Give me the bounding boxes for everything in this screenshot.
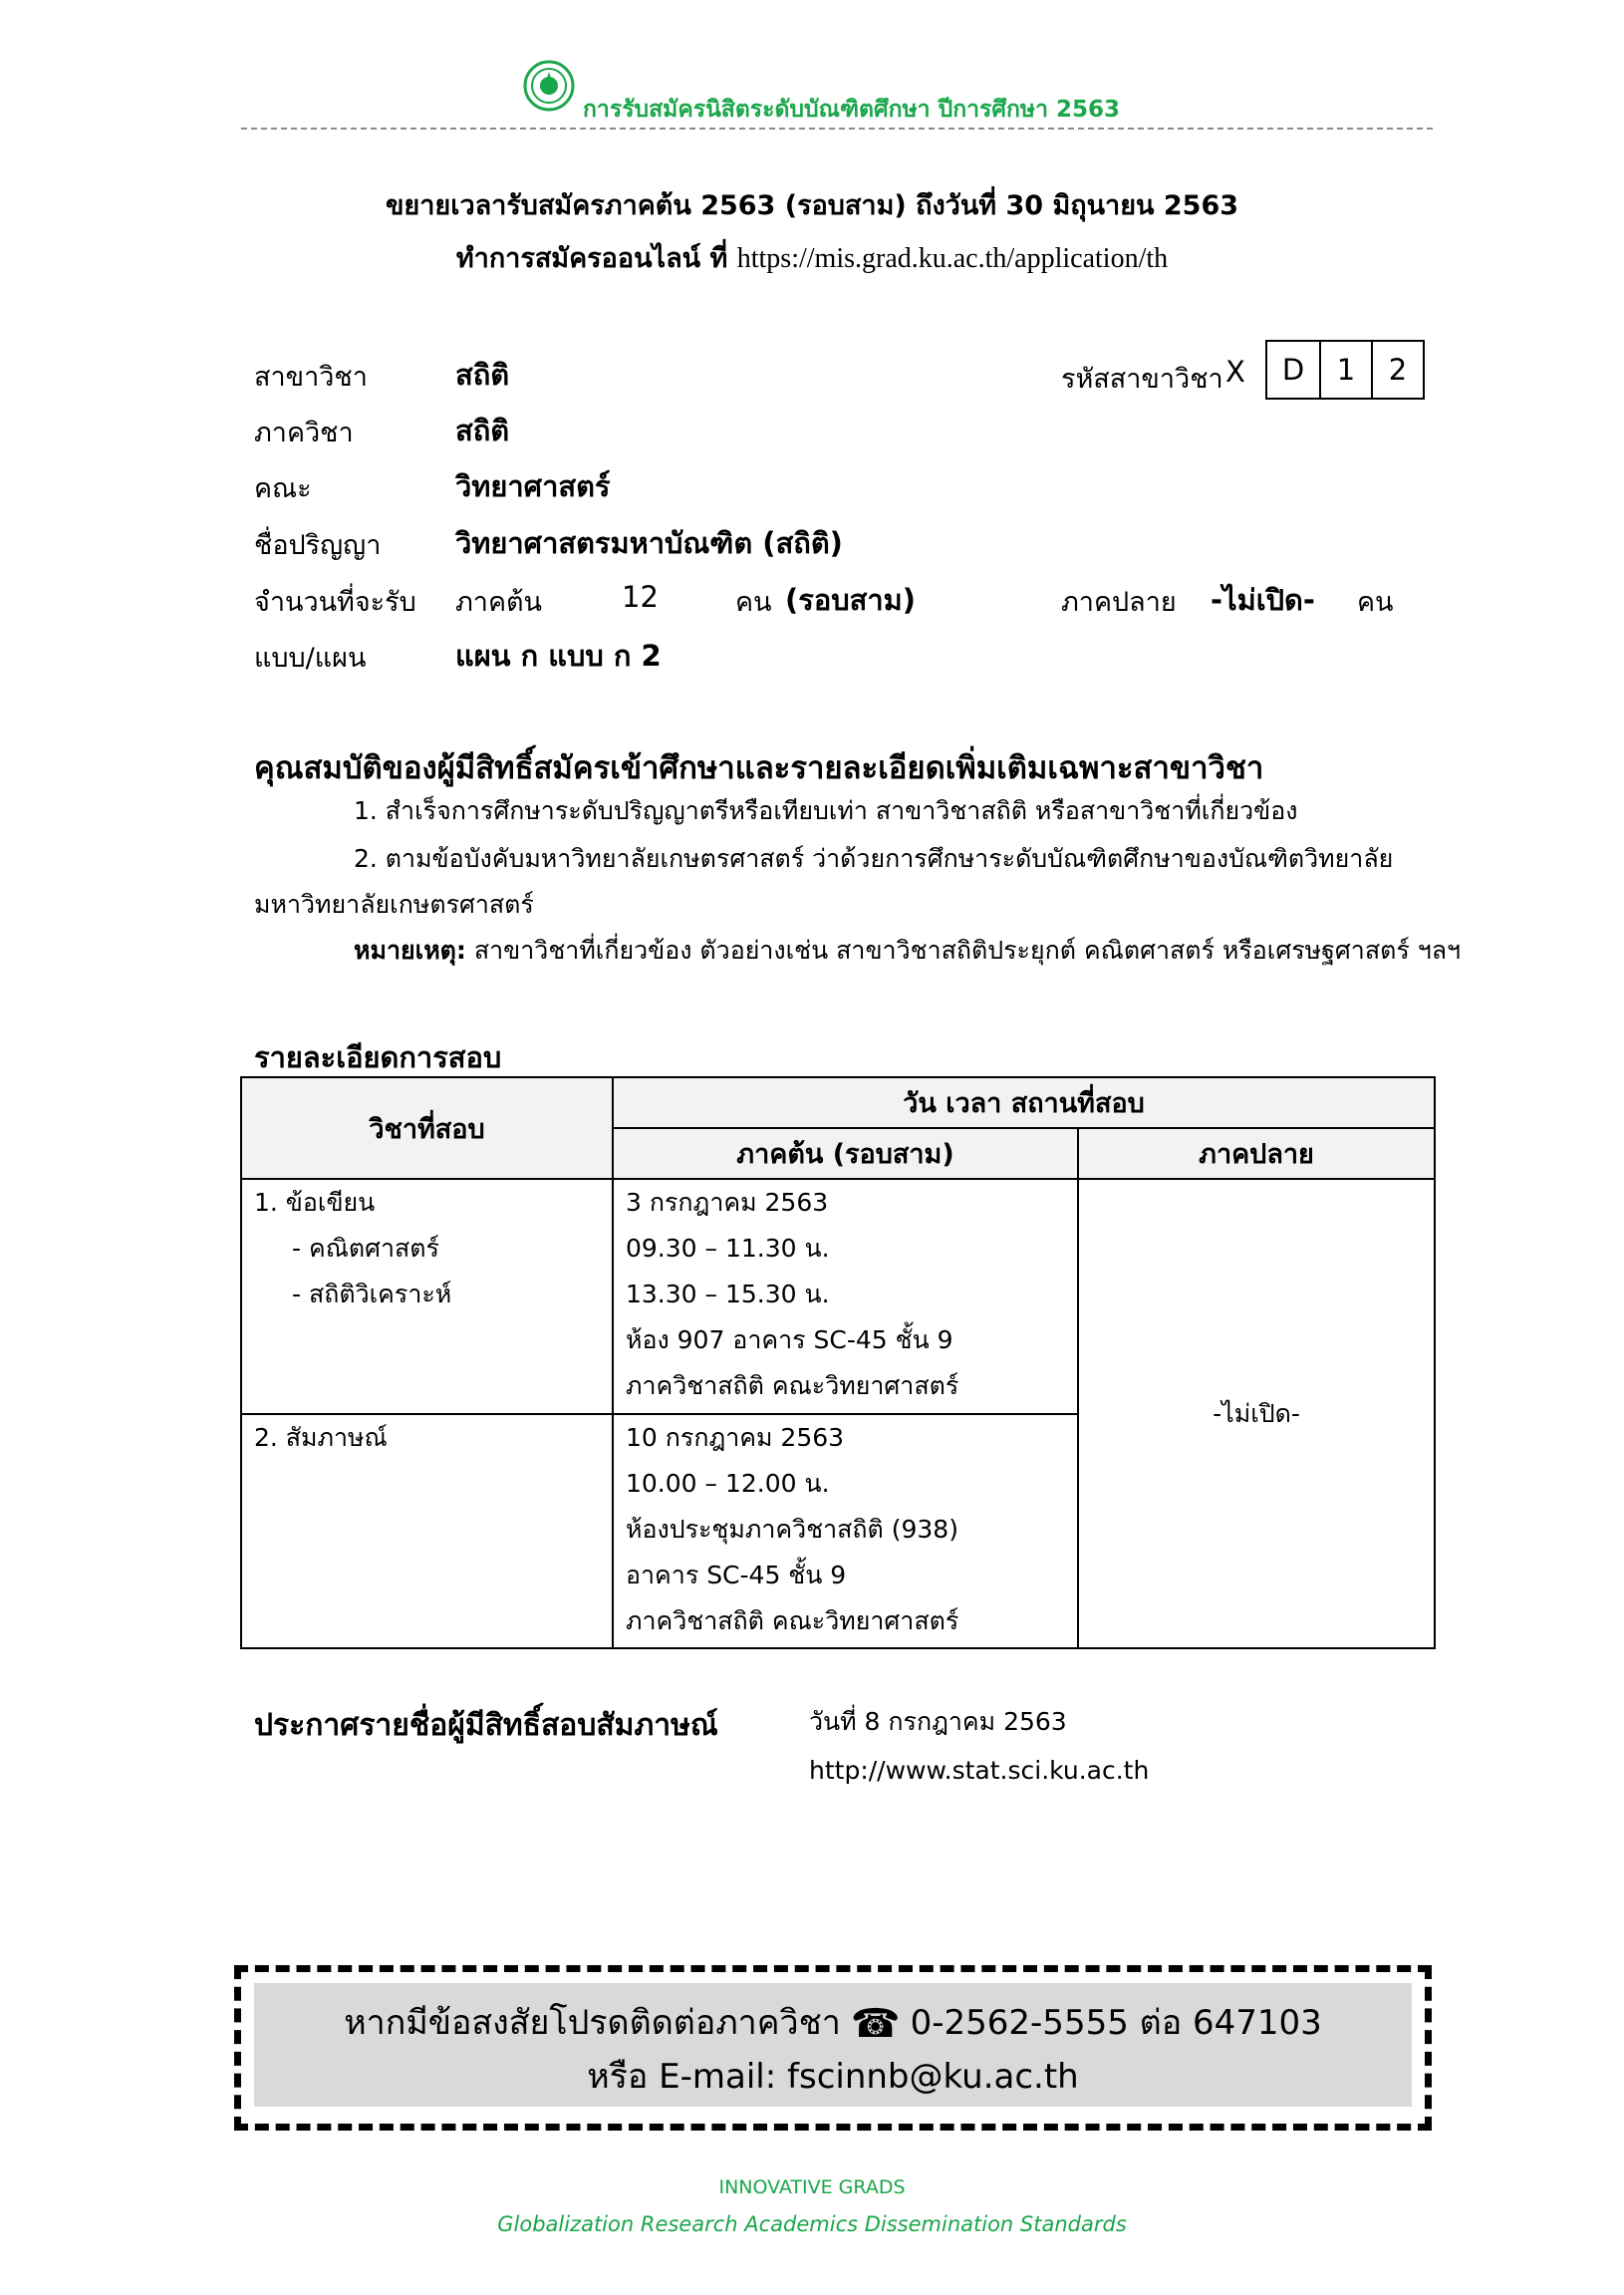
- qualification-note: [354, 931, 1461, 971]
- apply-online-label: ทำการสมัครออนไลน์ ที่: [455, 243, 737, 274]
- plan-value: แผน ก แบบ ก 2: [455, 639, 662, 673]
- exam-table: [240, 1076, 1436, 1649]
- contact-line-1: [254, 1995, 1412, 2049]
- second-semester-unit: คน: [1357, 587, 1394, 618]
- degree-label: ชื่อปริญญา: [254, 530, 382, 561]
- note-text: สาขาวิชาที่เกี่ยวข้อง ตัวอย่างเช่น สาขาวิชาสถิติประยุกต์ คณิตศาสตร์ หรือเศรษฐศาสตร์ ฯลฯ: [465, 936, 1462, 965]
- qualification-item-2: 2. ตามข้อบังคับมหาวิทยาลัยเกษตรศาสตร์ ว่าด้วยการศึกษาระดับบัณฑิตศึกษาของบัณฑิตวิทยาลัย: [354, 844, 1394, 873]
- exam-time: 09.30 – 11.30 น.: [626, 1234, 830, 1263]
- subject-column-header: วิชาที่สอบ: [241, 1077, 613, 1179]
- contact-email: หรือ E-mail: fscinnb@ku.ac.th: [587, 2057, 1079, 2097]
- second-semester-label: ภาคปลาย: [1061, 587, 1177, 618]
- qualification-item-2-continued: มหาวิทยาลัยเกษตรศาสตร์: [254, 890, 534, 919]
- program-code-prefix: X: [1225, 355, 1245, 389]
- exam-room: ห้องประชุมภาควิชาสถิติ (938): [626, 1515, 958, 1544]
- exam-time: 10.00 – 12.00 น.: [626, 1469, 830, 1498]
- plan-label: แบบ/แผน: [254, 643, 367, 674]
- application-url[interactable]: https://mis.grad.ku.ac.th/application/th: [736, 243, 1169, 274]
- program-code-boxes: [1265, 340, 1425, 400]
- university-seal-icon: [523, 60, 575, 112]
- exam-schedule-cell: [613, 1179, 1078, 1414]
- announcement-label: ประกาศรายชื่อผู้มีสิทธิ์สอบสัมภาษณ์: [254, 1708, 718, 1743]
- contact-text: หากมีข้อสงสัยโปรดติดต่อภาควิชา: [344, 2003, 841, 2043]
- program-code-char: 1: [1319, 342, 1371, 398]
- table-row: [241, 1179, 1435, 1414]
- program-code-char: 2: [1371, 342, 1423, 398]
- announcement-date: วันที่ 8 กรกฎาคม 2563: [809, 1707, 1067, 1736]
- header-divider: [241, 128, 1433, 130]
- exam-subject: 2. สัมภาษณ์: [254, 1423, 388, 1452]
- exam-subitem: - สถิติวิเคราะห์: [292, 1280, 452, 1308]
- apply-online-line: [0, 236, 1624, 279]
- exam-subject-cell: [241, 1414, 613, 1648]
- telephone-icon: ☎: [850, 2001, 901, 2047]
- exam-subitem: - คณิตศาสตร์: [292, 1234, 439, 1263]
- exam-details-heading: รายละเอียดการสอบ: [254, 1040, 502, 1074]
- exam-subject-cell: [241, 1179, 613, 1414]
- schedule-column-header: วัน เวลา สถานที่สอบ: [613, 1077, 1435, 1128]
- second-semester-column-header: ภาคปลาย: [1078, 1128, 1435, 1179]
- intake-label: จำนวนที่จะรับ: [254, 587, 416, 618]
- first-semester-unit: คน: [735, 587, 772, 618]
- contact-phone: 0-2562-5555 ต่อ 647103: [910, 2003, 1322, 2043]
- exam-time: 13.30 – 15.30 น.: [626, 1280, 830, 1308]
- second-semester-value: -ไม่เปิด-: [1211, 583, 1315, 617]
- footer-tagline: Globalization Research Academics Dissemination Standards: [497, 2212, 1127, 2236]
- second-semester-cell: -ไม่เปิด-: [1078, 1179, 1435, 1648]
- faculty-value: วิทยาศาสตร์: [455, 469, 611, 503]
- note-label: หมายเหตุ:: [354, 936, 466, 965]
- exam-department: ภาควิชาสถิติ คณะวิทยาศาสตร์: [626, 1371, 959, 1400]
- qualification-item-1: 1. สำเร็จการศึกษาระดับปริญญาตรีหรือเทียบเท่า สาขาวิชาสถิติ หรือสาขาวิชาที่เกี่ยวข้อง: [354, 796, 1298, 825]
- qualifications-heading: คุณสมบัติของผู้มีสิทธิ์สมัครเข้าศึกษาและรายละเอียดเพิ่มเติมเฉพาะสาขาวิชา: [254, 750, 1264, 786]
- announcement-url[interactable]: http://www.stat.sci.ku.ac.th: [809, 1756, 1150, 1785]
- exam-building: อาคาร SC-45 ชั้น 9: [626, 1561, 847, 1589]
- major-label: สาขาวิชา: [254, 362, 368, 393]
- exam-schedule-cell: [613, 1414, 1078, 1648]
- footer-title: INNOVATIVE GRADS: [718, 2176, 906, 2198]
- program-code-char: D: [1281, 353, 1305, 387]
- header-title: การรับสมัครนิสิตระดับบัณฑิตศึกษา ปีการศึกษา 2563: [583, 97, 1121, 123]
- exam-subject: 1. ข้อเขียน: [254, 1188, 376, 1217]
- faculty-label: คณะ: [254, 473, 312, 504]
- major-value: สถิติ: [455, 358, 510, 392]
- exam-room: ห้อง 907 อาคาร SC-45 ชั้น 9: [626, 1325, 953, 1354]
- first-semester-count: 12: [622, 580, 659, 614]
- exam-department: ภาควิชาสถิติ คณะวิทยาศาสตร์: [626, 1606, 959, 1635]
- program-code-label: รหัสสาขาวิชา: [1061, 364, 1223, 395]
- first-semester-column-header: ภาคต้น (รอบสาม): [613, 1128, 1078, 1179]
- department-value: สถิติ: [455, 414, 510, 447]
- exam-date: 3 กรกฎาคม 2563: [626, 1188, 829, 1217]
- deadline-headline: ขยายเวลารับสมัครภาคต้น 2563 (รอบสาม) ถึงวันที่ 30 มิถุนายน 2563: [385, 190, 1239, 221]
- exam-date: 10 กรกฎาคม 2563: [626, 1423, 845, 1452]
- department-label: ภาควิชา: [254, 418, 354, 448]
- first-semester-round: (รอบสาม): [785, 583, 917, 617]
- degree-value: วิทยาศาสตรมหาบัณฑิต (สถิติ): [455, 526, 843, 560]
- first-semester-label: ภาคต้น: [455, 587, 543, 618]
